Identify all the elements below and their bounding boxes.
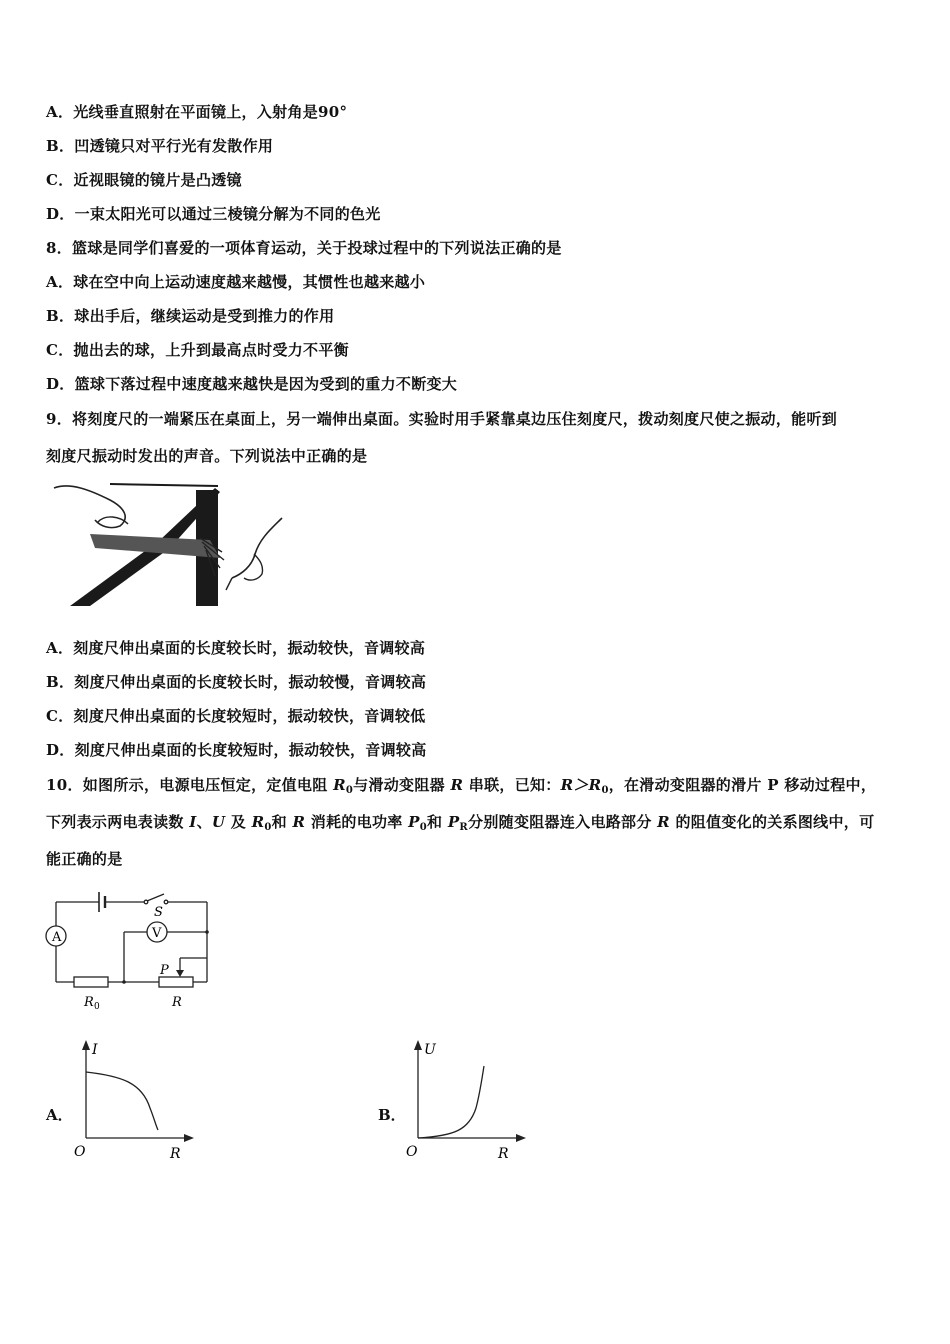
graph-b-x-label: R [498,1146,509,1162]
slider-label: P [160,963,169,978]
graph-a-x-label: R [170,1146,181,1162]
q10-stem-line3: 能正确的是 [46,850,123,868]
voltmeter-label: V [152,926,162,941]
q7-option-c: C．近视眼镜的镜片是凸透镜 [46,171,242,189]
q8-stem: 8．篮球是同学们喜爱的一项体育运动，关于投球过程中的下列说法正确的是 [46,239,562,257]
q7-option-b: B．凹透镜只对平行光有发散作用 [46,137,274,155]
q8-option-a: A．球在空中向上运动速度越来越慢，其惯性也越来越小 [46,273,426,291]
graph-b-y-label: U [424,1042,436,1058]
q7-option-d: D．一束太阳光可以通过三棱镜分解为不同的色光 [46,205,381,223]
q9-option-a: A．刻度尺伸出桌面的长度较长时，振动较快，音调较高 [46,639,426,657]
graph-a-label: A． [46,1106,73,1124]
graph-b [404,1038,530,1164]
q8-option-b: B．球出手后，继续运动是受到推力的作用 [46,307,335,325]
q8-option-c: C．抛出去的球，上升到最高点时受力不平衡 [46,341,349,359]
q10-stem-line1: 10．如图所示，电源电压恒定，定值电阻 $R_0$与滑动变阻器 R 串联，已知：$R>R_0$，在滑动变阻器的滑片 P 移动过程中， [46,776,877,796]
ammeter-label: A [52,930,62,945]
q10-stem-line2: 下列表示两电表读数 I、U 及 $R_0$和 R 消耗的电功率 $P_0$和 $P_R$分别随变阻器连入电路部分 R 的阻值变化的关系图线中，可 [46,813,875,833]
graph-a-origin: O [74,1144,86,1160]
r0-label: R [84,995,94,1010]
graph-b-origin: O [406,1144,418,1160]
q7-option-a: A．光线垂直照射在平面镜上，入射角是90° [46,103,348,121]
graph-a [72,1038,198,1164]
q9-stem-line2: 刻度尺振动时发出的声音。下列说法中正确的是 [46,447,368,465]
q8-option-d: D．篮球下落过程中速度越来越快是因为受到的重力不断变大 [46,375,458,393]
q9-option-b: B．刻度尺伸出桌面的长度较长时，振动较慢，音调较高 [46,673,427,691]
switch-label: S [154,905,163,920]
r-label: R [172,995,182,1010]
ruler-vibration-illustration [50,478,290,610]
graph-b-label: B． [378,1106,406,1124]
q9-option-d: D．刻度尺伸出桌面的长度较短时，振动较快，音调较高 [46,741,427,759]
r0-subscript: 0 [94,1002,100,1012]
q9-stem-line1: 9．将刻度尺的一端紧压在桌面上，另一端伸出桌面。实验时用手紧靠桌边压住刻度尺，拨动刻度尺使之振动，能听到 [46,410,838,428]
circuit-diagram [44,882,219,1014]
graph-a-y-label: I [92,1042,98,1058]
q9-option-c: C．刻度尺伸出桌面的长度较短时，振动较快，音调较低 [46,707,426,725]
